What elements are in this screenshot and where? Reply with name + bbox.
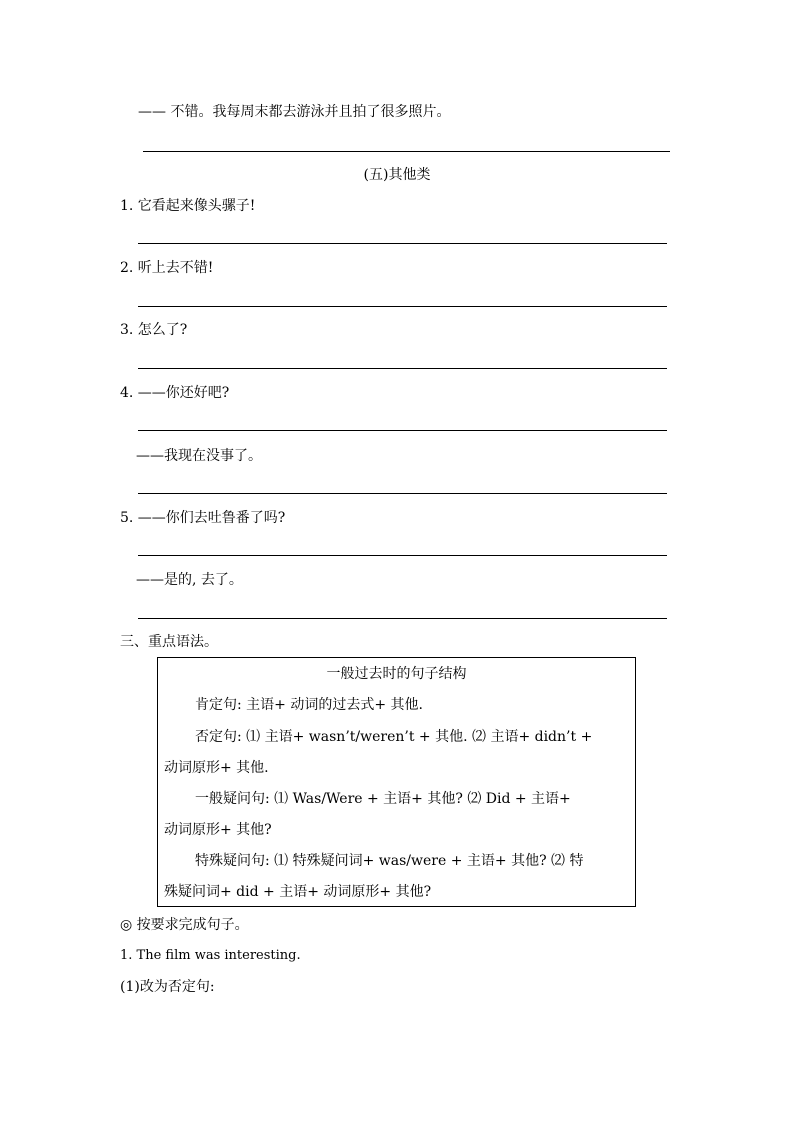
exercise-instruction: ◎ 按要求完成句子。 bbox=[120, 917, 249, 933]
grammar-box-title: 一般过去时的句子结构 bbox=[326, 666, 467, 682]
question-4-reply: ——我现在没事了。 bbox=[136, 448, 262, 464]
grammar-negative-cont: 动词原形+ 其他. bbox=[164, 760, 269, 776]
grammar-wh-question: 特殊疑问句: ⑴ 特殊疑问词+ was/were + 主语+ 其他? ⑵ 特 bbox=[195, 853, 584, 869]
grammar-affirmative: 肯定句: 主语+ 动词的过去式+ 其他. bbox=[195, 697, 423, 713]
question-5-reply: ——是的, 去了。 bbox=[136, 572, 243, 588]
grammar-negative: 否定句: ⑴ 主语+ wasn’t/weren’t + 其他. ⑵ 主语+ didn’t + bbox=[195, 729, 593, 745]
answer-line-4a[interactable] bbox=[138, 430, 667, 431]
answer-text: —— 不错。我每周末都去游泳并且拍了很多照片。 bbox=[138, 104, 451, 120]
answer-line-5b[interactable] bbox=[138, 618, 667, 619]
question-3: 3. 怎么了? bbox=[120, 322, 188, 338]
exercise-question-1-part-1: (1)改为否定句: bbox=[120, 979, 215, 995]
question-2: 2. 听上去不错! bbox=[120, 260, 214, 276]
grammar-yes-no-question-cont: 动词原形+ 其他? bbox=[164, 822, 272, 838]
question-5: 5. ——你们去吐鲁番了吗? bbox=[120, 510, 286, 526]
question-4: 4. ——你还好吧? bbox=[120, 385, 230, 401]
section-three-heading: 三、重点语法。 bbox=[120, 634, 218, 650]
section-title: (五)其他类 bbox=[363, 167, 431, 183]
answer-line-4b[interactable] bbox=[138, 493, 667, 494]
answer-line-1[interactable] bbox=[138, 243, 667, 244]
answer-line bbox=[143, 151, 670, 152]
answer-line-2[interactable] bbox=[138, 306, 667, 307]
exercise-question-1: 1. The film was interesting. bbox=[120, 948, 301, 963]
grammar-wh-question-cont: 殊疑问词+ did + 主语+ 动词原形+ 其他? bbox=[164, 884, 432, 900]
answer-line-5a[interactable] bbox=[138, 555, 667, 556]
answer-line-3[interactable] bbox=[138, 368, 667, 369]
question-1: 1. 它看起来像头骡子! bbox=[120, 198, 256, 214]
grammar-yes-no-question: 一般疑问句: ⑴ Was/Were + 主语+ 其他? ⑵ Did + 主语+ bbox=[195, 791, 571, 807]
